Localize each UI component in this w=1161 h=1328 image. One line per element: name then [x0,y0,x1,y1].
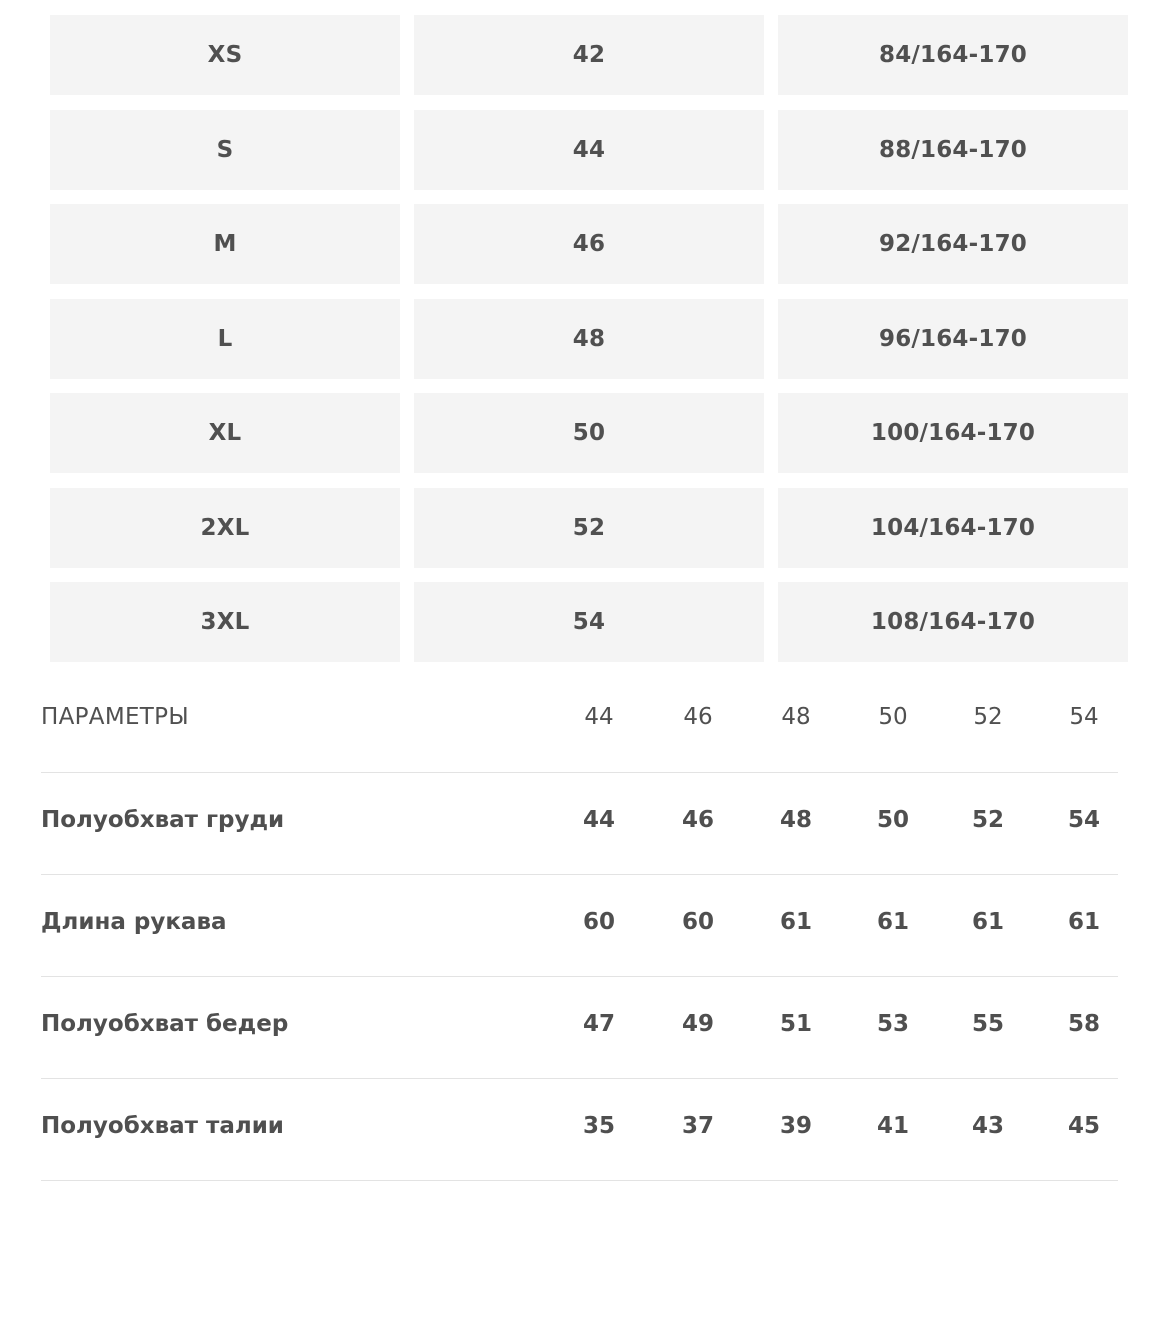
header-size-value: 46 [683,704,713,730]
parameter-value: 54 [1067,807,1100,833]
parameter-value: 61 [971,909,1004,935]
parameter-value: 58 [1067,1011,1100,1037]
parameter-value: 51 [779,1011,812,1037]
size-cell-russian: 48 [414,299,764,379]
size-cell-international: 2XL [50,488,400,568]
parameters-table [41,670,1118,1181]
size-cell-russian: 54 [414,582,764,662]
size-row [50,110,1128,190]
size-row [50,582,1128,662]
size-cell-russian: 52 [414,488,764,568]
header-size-value: 48 [781,704,811,730]
size-row [50,204,1128,284]
row-divider [41,1180,1118,1181]
parameter-row-hips [41,977,1118,1079]
parameter-label: Полуобхват бедер [41,1011,289,1037]
parameter-value: 44 [582,807,615,833]
parameter-value: 37 [681,1113,714,1139]
size-cell-international: L [50,299,400,379]
size-cell-international: M [50,204,400,284]
size-row [50,393,1128,473]
size-cell-chest-height: 104/164-170 [778,488,1128,568]
parameter-label: Длина рукава [41,909,227,935]
size-cell-chest-height: 84/164-170 [778,15,1128,95]
size-row [50,299,1128,379]
size-cell-international: S [50,110,400,190]
size-cell-international: XL [50,393,400,473]
size-table [50,15,1128,677]
parameter-value: 35 [582,1113,615,1139]
parameter-value: 45 [1067,1113,1100,1139]
size-cell-chest-height: 88/164-170 [778,110,1128,190]
size-row [50,488,1128,568]
size-cell-chest-height: 108/164-170 [778,582,1128,662]
parameter-row-chest [41,773,1118,875]
parameter-value: 61 [779,909,812,935]
parameter-value: 60 [681,909,714,935]
parameter-label: Полуобхват груди [41,807,285,833]
parameter-value: 47 [582,1011,615,1037]
parameter-value: 39 [779,1113,812,1139]
header-size-value: 54 [1069,704,1099,730]
parameter-value: 55 [971,1011,1004,1037]
parameter-value: 50 [876,807,909,833]
size-cell-russian: 44 [414,110,764,190]
header-size-value: 44 [584,704,614,730]
parameter-value: 61 [876,909,909,935]
parameter-value: 61 [1067,909,1100,935]
parameter-row-sleeve [41,875,1118,977]
parameter-value: 46 [681,807,714,833]
size-cell-russian: 50 [414,393,764,473]
header-size-value: 50 [878,704,908,730]
parameter-value: 60 [582,909,615,935]
size-cell-chest-height: 96/164-170 [778,299,1128,379]
size-cell-russian: 46 [414,204,764,284]
parameter-value: 48 [779,807,812,833]
parameter-label: Полуобхват талии [41,1113,284,1139]
parameter-value: 53 [876,1011,909,1037]
parameters-header-row [41,670,1118,773]
header-size-value: 52 [973,704,1003,730]
size-cell-russian: 42 [414,15,764,95]
parameter-value: 49 [681,1011,714,1037]
size-row [50,15,1128,95]
size-cell-international: 3XL [50,582,400,662]
size-cell-international: XS [50,15,400,95]
parameters-header-label: ПАРАМЕТРЫ [41,704,189,730]
parameter-value: 52 [971,807,1004,833]
size-cell-chest-height: 100/164-170 [778,393,1128,473]
parameter-row-waist [41,1079,1118,1181]
size-cell-chest-height: 92/164-170 [778,204,1128,284]
parameter-value: 41 [876,1113,909,1139]
parameter-value: 43 [971,1113,1004,1139]
